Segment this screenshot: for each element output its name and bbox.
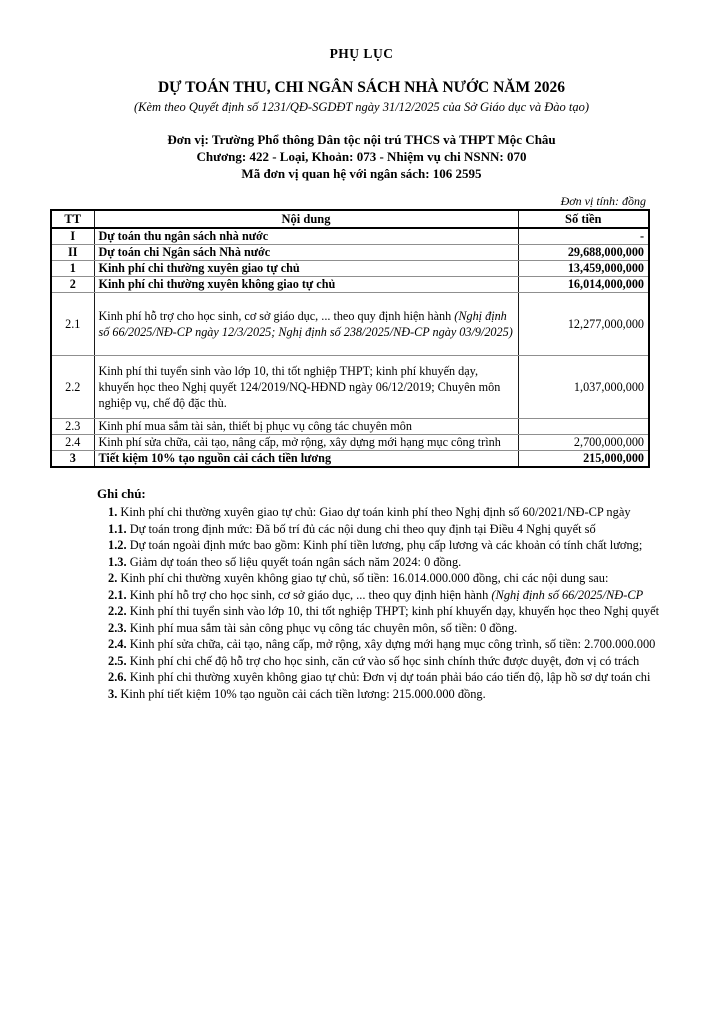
note-text-part: Kinh phí sửa chữa, cải tạo, nâng cấp, mở rộng, xây dựng mới hạng mục công trình, số tiền: 2.700.000.000 [129,637,656,651]
cell-tt: 3 [51,451,94,468]
note-item [108,537,723,554]
table-row [51,419,649,435]
note-item [108,686,723,703]
cell-so-tien: 2,700,000,000 [518,435,649,451]
note-text-part: Giảm dự toán theo số liệu quyết toán ngân sách năm 2024: 0 đồng. [129,554,462,569]
content-text-part: Kinh phí sửa chữa, cải tạo, nâng cấp, mở rộng, xây dựng mới hạng mục công trình [98,435,501,449]
content-text-part: Dự toán thu ngân sách nhà nước [98,229,269,243]
cell-so-tien: - [518,228,649,245]
cell-so-tien: 1,037,000,000 [518,356,649,419]
note-item [108,554,723,571]
cell-so-tien: 12,277,000,000 [518,293,649,356]
cell-tt: I [51,228,94,245]
note-item [108,521,723,538]
cell-noi-dung [94,261,518,277]
note-item [108,504,723,521]
table-header-row [51,210,649,228]
cell-so-tien: 29,688,000,000 [518,245,649,261]
cell-so-tien: 215,000,000 [518,451,649,468]
cell-noi-dung [94,419,518,435]
note-number: 1. [108,505,121,519]
note-number: 2.1. [108,587,130,602]
cell-noi-dung [94,451,518,468]
cell-tt: 2.4 [51,435,94,451]
cell-noi-dung [94,356,518,419]
note-number: 1.3. [108,554,130,569]
org-unit-line: Đơn vị: Trường Phổ thông Dân tộc nội trú THCS và THPT Mộc Châu [167,132,556,147]
col-header-noi-dung: Nội dung [94,210,518,228]
content-italic-part: (Nghị định số 66/2025/NĐ-CP ngày 12/3/2025; Nghị định số 238/2025/NĐ-CP ngày 03/9/2025) [98,309,513,339]
cell-noi-dung [94,245,518,261]
note-number: 1.2. [108,538,130,552]
notes-section [97,486,723,702]
cell-noi-dung [94,435,518,451]
note-text-part: Kinh phí chi chế độ hỗ trợ cho học sinh, căn cứ vào số học sinh chính thức được duyệt, đơn vị có trách [129,653,640,668]
table-row [51,435,649,451]
content-text-part: Kinh phí thi tuyển sinh vào lớp 10, thi tốt nghiệp THPT; kinh phí khuyến dạy, khuyến học theo Nghị quyết 124/2019/NQ-HĐND ngày 06/12/2019; Chuyên môn nghiệp vụ, chế độ đặc thù. [98,364,501,410]
cell-noi-dung [94,228,518,245]
note-item [108,603,723,620]
cell-so-tien [518,419,649,435]
note-text-part: Kinh phí thi tuyển sinh vào lớp 10, thi tốt nghiệp THPT; kinh phí khuyến dạy, khuyến học theo Nghị quyết [129,604,660,618]
document-title: DỰ TOÁN THU, CHI NGÂN SÁCH NHÀ NƯỚC NĂM 2026 [157,79,566,96]
note-number: 2.2. [108,604,130,618]
note-text-part: Kinh phí chi thường xuyên giao tự chủ: Giao dự toán kinh phí theo Nghị định số 60/2021/NĐ-CP ngày [120,505,631,519]
table-row [51,356,649,419]
cell-tt: 2 [51,277,94,293]
note-text-part: Kinh phí tiết kiệm 10% tạo nguồn cải cách tiền lương: 215.000.000 đồng. [120,686,486,701]
table-row [51,261,649,277]
budget-table [50,209,650,468]
table-row [51,245,649,261]
note-number: 2.6. [108,670,130,684]
currency-unit-note: Đơn vị tính: đồng [560,194,646,208]
content-text-part: Kinh phí hỗ trợ cho học sinh, cơ sở giáo dục, ... theo quy định hiện hành [98,309,455,323]
note-text-part: Kinh phí chi thường xuyên không giao tự chủ, số tiền: 16.014.000.000 đồng, chi các nội dung sau: [120,571,609,585]
cell-noi-dung [94,293,518,356]
content-text-part: Kinh phí chi thường xuyên không giao tự chủ [98,277,336,291]
note-item [108,669,723,686]
cell-tt: 2.2 [51,356,94,419]
content-text-part: Dự toán chi Ngân sách Nhà nước [98,245,271,259]
table-row [51,228,649,245]
note-item [108,636,723,653]
cell-tt: 2.3 [51,419,94,435]
col-header-tt: TT [51,210,94,228]
cell-tt: 2.1 [51,293,94,356]
cell-tt: 1 [51,261,94,277]
note-item [108,570,723,587]
note-item [108,620,723,637]
content-text-part: Kinh phí chi thường xuyên giao tự chủ [98,261,300,275]
note-number: 1.1. [108,521,130,536]
note-number: 3. [108,686,121,701]
note-text-part: Kinh phí chi thường xuyên không giao tự chủ: Đơn vị dự toán phải báo cáo tiến độ, lập hồ sơ dự toán chi [129,670,651,684]
content-text-part: Tiết kiệm 10% tạo nguồn cải cách tiền lương [98,451,332,465]
note-number: 2. [108,571,121,585]
note-number: 2.4. [108,637,130,651]
content-text-part: Kinh phí mua sắm tài sản, thiết bị phục vụ công tác chuyên môn [98,419,412,433]
table-area [50,194,648,468]
note-text-part: Kinh phí hỗ trợ cho học sinh, cơ sở giáo dục, ... theo quy định hiện hành [129,587,492,602]
notes-list [97,504,723,702]
appendix-label: PHỤ LỤC [329,46,394,61]
note-item [108,653,723,670]
note-text-part: Dự toán trong định mức: Đã bố trí đủ các nội dung chi theo quy định tại Điều 4 Nghị quyết số [129,521,596,536]
note-text-part: Dự toán ngoài định mức bao gồm: Kinh phí tiền lương, phụ cấp lương và các khoản có tính chất lương; [129,538,643,552]
note-number: 2.5. [108,653,130,668]
col-header-so-tien: Số tiền [518,210,649,228]
cell-noi-dung [94,277,518,293]
cell-so-tien: 16,014,000,000 [518,277,649,293]
notes-heading: Ghi chú: [97,486,146,501]
note-italic-part: (Nghị định số 66/2025/NĐ-CP [491,587,644,602]
document-subtitle: (Kèm theo Quyết định số 1231/QĐ-SGDĐT ngày 31/12/2025 của Sở Giáo dục và Đào tạo) [134,100,589,114]
table-row [51,293,649,356]
note-item [108,587,723,604]
cell-so-tien: 13,459,000,000 [518,261,649,277]
org-chapter-line: Chương: 422 - Loại, Khoản: 073 - Nhiệm vụ chi NSNN: 070 [196,149,527,164]
table-row [51,451,649,468]
note-text-part: Kinh phí mua sắm tài sản công phục vụ công tác chuyên môn, số tiền: 0 đồng. [129,620,518,635]
org-budget-code-line: Mã đơn vị quan hệ với ngân sách: 106 2595 [241,166,482,181]
note-number: 2.3. [108,620,130,635]
org-info-block [0,131,723,182]
table-row [51,277,649,293]
cell-tt: II [51,245,94,261]
